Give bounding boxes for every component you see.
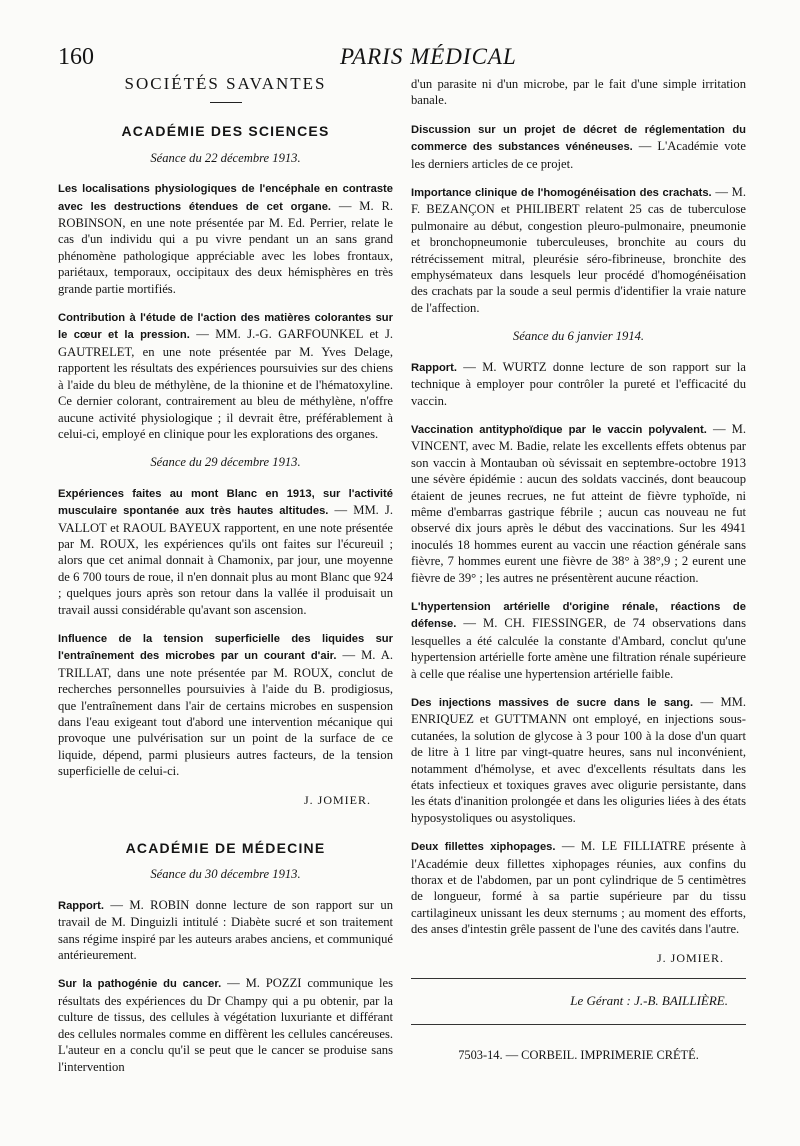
continued-text: d'un parasite ni d'un microbe, par le fait d'une simple irritation banale. [411,77,746,108]
signature: J. JOMIER. [656,950,724,965]
entry-title: Influence de la tension superficielle des liquides sur l'entraînement des microbes par un courant d'air. [58,632,393,663]
article-entry [58,630,393,780]
signature: J. JOMIER. [303,792,371,807]
article-entry [58,309,393,442]
article-entry [411,598,746,682]
article-entry [58,485,393,618]
right-column [411,76,746,1063]
entry-title: Contribution à l'étude de l'action des matières colorantes sur le cœur et la pression. [58,312,393,342]
article-entry [411,121,746,172]
entry-title: Rapport. [411,361,457,374]
entry-text: — MM. ENRIQUEZ et GUTTMANN ont employé, en injections sous-cutanées, la solution de glycose à 3 pour 100 à la dose d'un quart de litre à 1 litre par vingt-quatre heures, sans nul inconvénient, notamment d'hémolyse, et avec d'excellents résultats dans les états infectieux et toxiques graves avec oligurie persistante, dans les états d'inanition prolongée et dans les oliguries liées à des états hyposystoliques ou asystoliques. [411,695,746,825]
article-entry [411,421,746,586]
divider [411,1024,746,1025]
article-entry [58,975,393,1074]
running-title: PARIS MÉDICAL [340,44,517,69]
entry-text: — M. WURTZ donne lecture de son rapport sur la technique à employer pour contrôler la pureté et l'efficacité du vaccin. [411,359,746,408]
academy-medecine-heading: ACADÉMIE DE MÉDECINE [125,840,326,857]
entry-title: Des injections massives de sucre dans le sang. [411,697,694,709]
page-number: 160 [58,44,94,70]
entry-text: — M. LE FILLIATRE présente à l'Académie deux fillettes xiphopages réunies, aux confins du thorax et de l'abdomen, par un pont cylindrique de 5 centimètres de longueur, formé à sa partie supérieure par du tissu cartilagineux unissant les deux sternums ; au moment des efforts, des anses d'intestin grêle passent de l'une des cavités dans l'autre. [411,839,747,937]
gerant-line: Le Gérant : J.-B. BAILLIÈRE. [570,993,728,1009]
academy-sciences-heading: ACADÉMIE DES SCIENCES [121,123,330,140]
entry-title: Expériences faites au mont Blanc en 1913, sur l'activité musculaire spontanée aux très hautes altitudes. [58,487,393,518]
entry-text: — M. F. BEZANÇON et PHILIBERT relatent 25 cas de tuberculose pulmonaire au début, congestion pleuro-pulmonaire, pneumonie et bronchopneumonie tuberculeuses, bronchite au cours du rétrécissement mitral, pleurésie séro-fibrineuse, bronchite des emphysémateux dans lesquels leur procédé d'homogénéisation des crachats par la soude a seul permis d'identifier la vraie nature de l'affection. [411,185,746,315]
entry-title: Importance clinique de l'homogénéisation des crachats. [411,187,712,200]
entry-title: Vaccination antityphoïdique par le vaccin polyvalent. [411,423,707,436]
entry-text: — M. R. ROBINSON, en une note présentée par M. Ed. Perrier, relate le cas d'un individu qui a pu vivre pendant un an sans grand phénomène pathologique appréciable avec les lobes frontaux, pariétaux, temporaux, occipitaux des deux hémisphères en très grande partie mortifiés. [58,198,393,296]
entry-title: Sur la pathogénie du cancer. [58,978,222,991]
seance-date: Séance du 22 décembre 1913. [150,150,301,165]
seance-date: Séance du 6 janvier 1914. [512,329,645,344]
entry-text: — M. VINCENT, avec M. Badie, relate les excellents effets obtenus par son vaccin à Montauban où sévissait en septembre-octobre 1913 une sévère épidémie : aucun des soldats vaccinés, dont beaucoup étaient de jeunes recrues, ne fut atteint de fièvre typhoïde, ni même d'embarras gastrique fébrile ; aucun cas nouveau ne fut observé dix jours après le début des vaccinations. Sur les 4941 inoculés 18 hommes eurent au vaccin une réaction générale sans fièvre, 7 hommes eurent une fièvre de 38° à 38°,9 ; 2 eurent une fièvre de 39° ; les autres ne présentèrent aucune réaction. [411,421,746,585]
entry-title: Rapport. [58,899,104,912]
article-entry [58,180,393,297]
entry-text: — M. A. TRILLAT, dans une note présentée par M. ROUX, conclut de recherches personnelles poursuivies à l'aide du B. prodigiosus, que l'entraînement dans l'air de certains microbes en suspension dans l'eau exigeant tout d'abord une intervention mécanique qui provoque une pulvérisation sur un point de la surface de ce liquide, dépend, parmi plusieurs autres facteurs, de la tension superficielle de celui-ci. [58,648,393,779]
printer-imprint: 7503-14. — CORBEIL. IMPRIMERIE CRÉTÉ. [458,1047,699,1062]
left-column [58,76,393,1087]
title-rule [210,102,242,103]
article-entry [411,694,746,826]
entry-text: — MM. J.-G. GARFOUNKEL et J. GAUTRELET, en une note présentée par M. Yves Delage, rapportent les résultats des expériences poursuivies sur des chiens à l'aide du bleu de méthylène, de la thionine et de l'hématoxyline. Ce dernier colorant, contrairement au bleu de méthylène, n'offre aucune activité physiologique ; il devrait être, préférablement à celui-ci, employé en clinique pour les explorations des organes. [58,327,394,441]
entry-title: Discussion sur un projet de décret de réglementation du commerce des substances vénéneuses. [411,123,746,154]
entry-text: — L'Académie vote les derniers articles de ce projet. [411,139,746,171]
entry-text: — M. CH. FIESSINGER, de 74 observations dans lesquelles a été calculée la constante d'Ambard, conclut qu'une hypertension artérielle forte amène une filtration rénale supérieure à celle que réalise une hypertension artérielle faible. [411,616,746,681]
section-title: SOCIÉTÉS SAVANTES [124,74,327,93]
divider [411,978,746,979]
entry-text: — M. POZZI communique les résultats des expériences du Dr Champy qui a pu obtenir, par la culture de tissus, des cellules à végétation luxuriante et différant des cellules normales comme en diffèrent les cellules cancéreuses. L'auteur en a conclu qu'il se peut que le cancer se produise sans l'intervention [58,976,393,1074]
article-entry [411,184,746,316]
article-entry [411,359,746,409]
entry-text: — MM. J. VALLOT et RAOUL BAYEUX rapportent, en une note présentée par M. ROUX, les expériences qu'ils ont faites sur l'écureuil ; alors que cet animal donnait à Chamonix, par jour, une moyenne de 6 700 tours de roue, il n'en donnait plus au mont Blanc que 924 ; quelques jours après son retour dans la vallée il produisait un travail aussi considérable qu'avant son ascension. [58,503,393,617]
entry-title: L'hypertension artérielle d'origine rénale, réactions de défense. [411,600,746,631]
article-entry [411,838,746,937]
entry-title: Les localisations physiologiques de l'encéphale en contraste avec les destructions étendues de cet organe. [58,183,393,213]
seance-date: Séance du 30 décembre 1913. [150,867,301,882]
entry-text: — M. ROBIN donne lecture de son rapport sur un travail de M. Dinguizli intitulé : Diabète sucré et son traitement sans régime inspiré par les auteurs arabes anciens, et communiqué antérieurement. [58,897,393,963]
article-entry [58,897,393,964]
seance-date: Séance du 29 décembre 1913. [150,455,301,470]
entry-title: Deux fillettes xiphopages. [411,841,556,854]
